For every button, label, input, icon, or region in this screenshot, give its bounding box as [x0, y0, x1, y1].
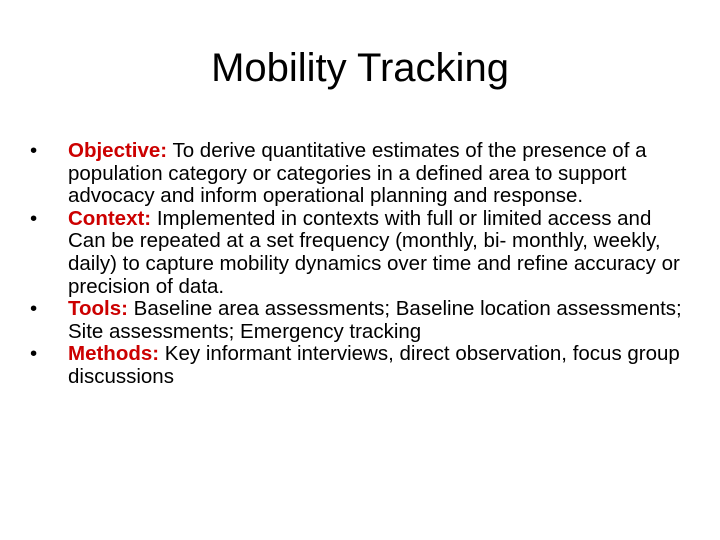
bullet-objective [30, 140, 690, 208]
bullet-marker: • [30, 206, 38, 230]
bullet-term: Methods: [68, 342, 160, 366]
bullet-context [30, 208, 690, 298]
bullet-text: Key informant interviews, direct observation, focus group discussions [68, 342, 680, 388]
bullet-term: Context: [68, 206, 152, 230]
bullet-marker: • [30, 342, 38, 366]
slide-title: Mobility Tracking [211, 46, 509, 90]
bullet-methods [30, 343, 690, 388]
bullet-term: Objective: [68, 139, 168, 162]
bullet-text: To derive quantitative estimates of the presence of a population category or categories in a defined area to support advocacy and inform operational planning and response. [68, 139, 647, 208]
bullet-list [30, 140, 690, 389]
bullet-marker: • [30, 297, 38, 321]
bullet-marker: • [30, 139, 38, 162]
bullet-text: Baseline area assessments; Baseline location assessments; Site assessments; Emergency tracking [68, 297, 682, 343]
bullet-term: Tools: [68, 297, 128, 321]
bullet-text: Implemented in contexts with full or limited access and Can be repeated at a set frequency (monthly, bi- monthly, weekly, daily) to capture mobility dynamics over time and refine accuracy or precision of data. [68, 206, 680, 298]
bullet-tools [30, 298, 690, 343]
